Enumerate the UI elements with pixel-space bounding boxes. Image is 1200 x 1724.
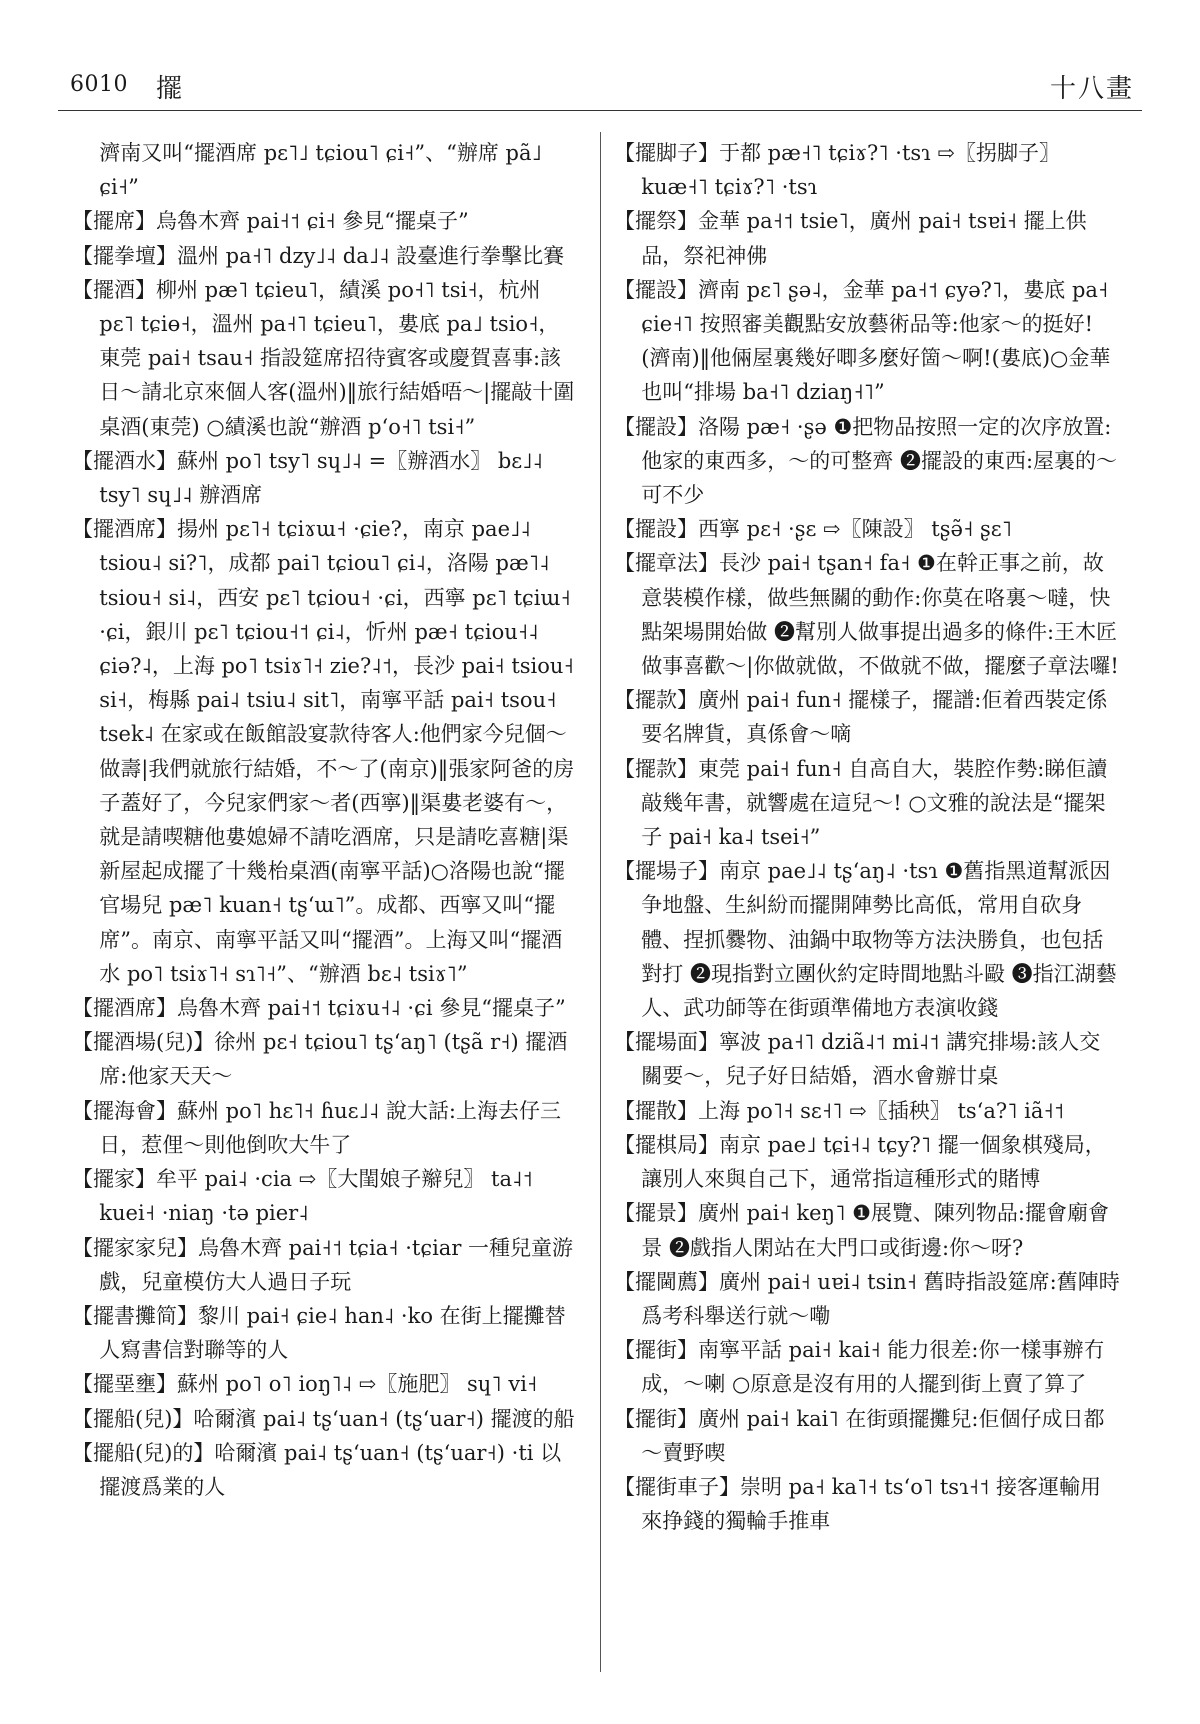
dictionary-entry: 【擺酒席】揚州 pɛ˥˧ tɕiɤɯ˧ ·ɕie?，南京 pae˩˨ tsiou˨ si?˥，成都 pai˥ tɕiou˥ ɕi˨，洛陽 pæ˥˨ tsiou˧ si˨，西安 pɛ˥ tɕiou˧ ·ɕi，西寧 pɛ˥ tɕiɯ˧ ·ɕi，銀川 pɛ˥ tɕiou˧˦ ɕi˨，忻州 pæ˧ tɕiou˧˨ ɕiə?˨，上海 po˥ tsiɤ˥˧ zie?˨˦，長沙 pai˧ tsiou˧ si˧，梅縣 pai˨ tsiu˨ sit˥，南寧平話 pai˧ tsou˧ tsek˨ 在家或在飯館設宴款待客人:他們家今兒個～做壽|我們就旅行結婚，不～了(南京)‖張家阿爸的房子蓋好了，今兒家們家～者(西寧)‖渠婁老婆有～，就是請喫糖他婁媳婦不請吃酒席，只是請吃喜糖|渠新屋起成擺了十幾枱桌酒(南寧平話)○洛陽也說“擺官場兒 pæ˥ kuan˧ tʂʻɯ˥”。成都、西寧又叫“擺席”。南京、南寧平話又叫“擺酒”。上海又叫“擺酒水 po˥ tsiɤ˥˧ sɿ˥˧”、“辦酒 bɛ˨ tsiɤ˥” <box>72 517 575 986</box>
dictionary-entry: 【擺棋局】南京 pae˩ tɕi˧˨ tɕy?˥ 擺一個象棋殘局，讓別人來與自己下，通常指這種形式的賭博 <box>614 1132 1106 1192</box>
dictionary-entry: 【擺款】廣州 pai˧ fun˧ 擺樣子，擺譜:佢着西裝定係要名牌貨，真係會～嘀 <box>614 688 1108 747</box>
dictionary-entry: 【擺祭】金華 pa˧˦ tsie˥，廣州 pai˧ tsɐi˧ 擺上供品，祭祀神佛 <box>614 209 1087 268</box>
dictionary-entry: 【擺家家兒】烏魯木齊 pai˧˦ tɕia˧ ·tɕiar 一種兒童游戲，兒童模仿大人過日子玩 <box>72 1235 574 1294</box>
dictionary-entry: 【擺酒場(兒)】徐州 pɛ˧ tɕiou˥ tʂʻaŋ˥ (tʂã r˧) 擺酒席:他家天天～ <box>72 1030 568 1089</box>
dictionary-entry: 【擺設】西寧 pɛ˧ ·ʂɛ ⇨〖陳設〗 tʂə̃˧ ʂɛ˥ <box>614 517 1012 542</box>
dictionary-entry: 【擺設】洛陽 pæ˧ ·ʂə ❶把物品按照一定的次序放置:他家的東西多，～的可整齊 ❷擺設的東西:屋裏的～可不少 <box>614 414 1118 508</box>
dictionary-entry: 【擺散】上海 po˥˧ sɛ˧˥ ⇨〖插秧〗 tsʻa?˥ iã˧˦ <box>614 1098 1065 1123</box>
page-head-character: 擺 <box>156 74 183 104</box>
left-column <box>72 136 578 1696</box>
dictionary-entry: 【擺酒席】烏魯木齊 pai˧˦ tɕiɤu˧˨ ·ɕi 參見“擺桌子” <box>72 996 566 1021</box>
right-column <box>614 136 1120 1696</box>
dictionary-entry: 【擺場子】南京 pae˩˨ tʂʻaŋ˨ ·tsɿ ❶舊指黑道幫派因争地盤、生糾紛而擺開陣勢比高低，常用自砍身體、捏抓爨物、油鍋中取物等方法決勝負，也包括對打 ❷現指對立團伙約定時間地點斗毆 ❸指江湖藝人、武功師等在街頭準備地方表演收錢 <box>614 859 1117 1021</box>
header-rule <box>58 110 1142 111</box>
dictionary-entry: 【擺堊壅】蘇州 po˥ o˥ ioŋ˥˨ ⇨〖施肥〗 sɥ˥ vi˧ <box>72 1372 538 1397</box>
stroke-section-label: 十八畫 <box>1049 74 1134 104</box>
page-header <box>70 66 1134 106</box>
dictionary-entry: 【擺街】南寧平話 pai˧ kai˧ 能力很差:你一樣事辦冇成，～喇 ○原意是沒有用的人擺到街上賣了算了 <box>614 1338 1105 1397</box>
dictionary-entry: 【擺海會】蘇州 po˥ hɛ˥˧ ɦuɛ˩˨ 說大話:上海去仔三日，惹俚～則他倒吹大牛了 <box>72 1098 561 1157</box>
dictionary-entry: 【擺脚子】于都 pæ˧˥ tɕiɤ?˥ ·tsɿ ⇨〖拐脚子〗 kuæ˧˥ tɕiɤ?˥ ·tsɿ <box>614 141 1060 200</box>
dictionary-entry: 【擺書攤简】黎川 pai˧ ɕie˨ han˨ ·ko 在街上擺攤替人寫書信對聯等的人 <box>72 1303 566 1363</box>
dictionary-entry: 【擺閫薦】廣州 pai˧ uɐi˨ tsin˧ 舊時指設筵席:舊陣時爲考科舉送行就～嘞 <box>614 1269 1120 1328</box>
dictionary-entry: 【擺酒】柳州 pæ˥ tɕieu˥，績溪 po˧˥ tsi˧，杭州 pɛ˥ tɕiɵ˧，溫州 pa˧˥ tɕieu˥，婁底 pa˩ tsio˧，東莞 pai˧ tsau˧ 指設筵席招待賓客或慶賀喜事:該日～請北京來個人客(溫州)‖旅行結婚唔～|擺敲十圍桌酒(東莞) ○績溪也說“辦酒 pʻo˧˥ tsi˧” <box>72 277 575 439</box>
dictionary-entry: 濟南又叫“擺酒席 pɛ˥˩ tɕiou˥ ɕi˧”、“辦席 pã˩ ɕi˧” <box>99 141 542 200</box>
dictionary-entry: 【擺章法】長沙 pai˧ tʂan˧ fa˧ ❶在幹正事之前，故意裝模作樣，做些無關的動作:你莫在咯裏～噠，快點架場開始做 ❷幫別人做事提出過多的條件:王木匠做事喜歡～|你做就做，不做就不做，擺麼子章法囉! <box>614 551 1119 679</box>
dictionary-entry: 【擺設】濟南 pɛ˥ ʂə˨，金華 pa˧˦ ɕyə?˥，婁底 pa˧ ɕie˧˥ 按照審美觀點安放藝術品等:他家～的挺好!(濟南)‖他倆屋裏幾好唧多麼好箇～啊!(婁底)○金華也叫“排場 ba˧˥ dziaŋ˧˥” <box>614 277 1111 405</box>
dictionary-entry: 【擺街】廣州 pai˧ kai˥ 在街頭擺攤兒:佢個仔成日都～賣野喫 <box>614 1406 1105 1465</box>
dictionary-entry: 【擺船(兒)】哈爾濱 pai˨ tʂʻuan˧ (tʂʻuar˧) 擺渡的船 <box>72 1406 575 1431</box>
dictionary-entry: 【擺場面】寧波 pa˧˥ dziã˨˦ mi˨˦ 講究排場:該人交關要～，兒子好日結婚，酒水會辦廿桌 <box>614 1030 1101 1089</box>
dictionary-entry: 【擺景】廣州 pai˧ keŋ˥ ❶展覽、陳列物品:擺會廟會景 ❷戲指人閑站在大門口或街邊:你～呀? <box>614 1201 1109 1260</box>
dictionary-entry: 【擺拳壇】溫州 pa˧˥ dzy˩˨ da˩˨ 設臺進行拳擊比賽 <box>72 243 565 268</box>
dictionary-entry: 【擺席】烏魯木齊 pai˧˦ ɕi˧ 參見“擺桌子” <box>72 209 469 234</box>
dictionary-entry: 【擺街車子】崇明 pa˧ ka˥˧ tsʻo˥ tsɿ˧˦ 接客運輸用來挣錢的獨輪手推車 <box>614 1474 1101 1534</box>
dictionary-entry: 【擺酒水】蘇州 po˥ tsy˥ sɥ˩˨ =〖辦酒水〗 bɛ˩˨ tsy˥ sɥ˩˨ 辦酒席 <box>72 448 543 508</box>
dictionary-entry: 【擺款】東莞 pai˧ fun˧ 自高自大，裝腔作勢:睇佢讀敲幾年書，就響處在這兒～! ○文雅的說法是“擺架子 pai˧ ka˨ tsei˧” <box>614 756 1108 850</box>
dictionary-entry: 【擺家】牟平 pai˨ ·cia ⇨〖大閨娘子辮兒〗 ta˨˦ kuei˧ ·niaŋ ·tə pier˨ <box>72 1167 533 1226</box>
column-divider <box>600 132 601 1672</box>
dictionary-entry: 【擺船(兒)的】哈爾濱 pai˨ tʂʻuan˧ (tʂʻuar˧) ·ti 以擺渡爲業的人 <box>72 1440 562 1499</box>
page-number: 6010 <box>70 72 128 97</box>
